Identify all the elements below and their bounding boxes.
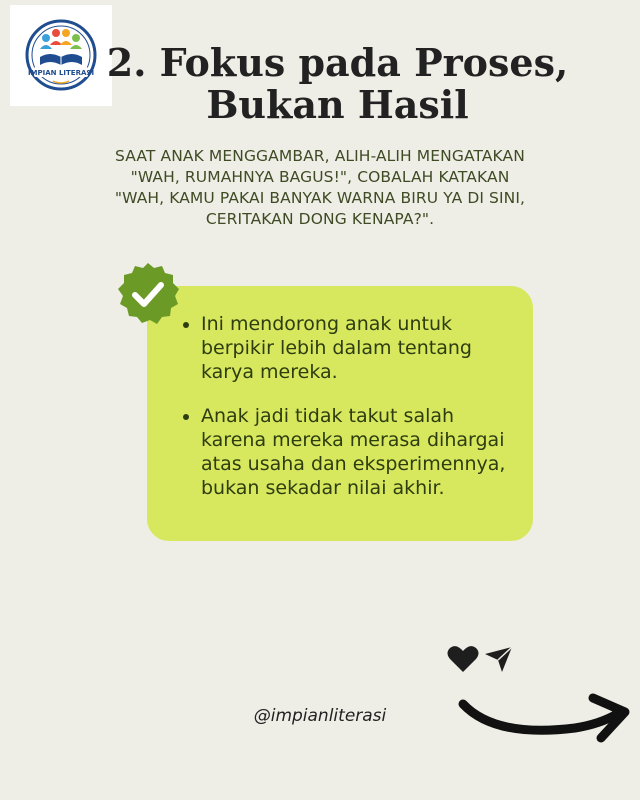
logo bbox=[10, 5, 112, 106]
title-line-2: Bukan Hasil bbox=[206, 82, 469, 127]
heart-icon[interactable] bbox=[447, 645, 479, 673]
tip-item: Anak jadi tidak takut salah karena mereka merasa dihargai atas usaha dan eksperimennya, bukan sekadar nilai akhir. bbox=[181, 404, 511, 500]
arrow-right-icon[interactable] bbox=[455, 690, 635, 760]
logo-text: IMPIAN LITERASI bbox=[27, 69, 95, 77]
page-title bbox=[100, 42, 575, 126]
tips-card bbox=[147, 286, 533, 541]
logo-emblem bbox=[10, 5, 112, 106]
social-handle: @impianliterasi bbox=[253, 706, 387, 726]
send-icon[interactable] bbox=[484, 645, 514, 673]
title-line-1: 2. Fokus pada Proses, bbox=[106, 40, 569, 85]
tip-item: Ini mendorong anak untuk berpikir lebih dalam tentang karya mereka. bbox=[181, 312, 511, 384]
tips-list bbox=[181, 312, 511, 520]
check-badge-icon bbox=[115, 261, 181, 331]
subtitle: SAAT ANAK MENGGAMBAR, ALIH-ALIH MENGATAKAN "WAH, RUMAHNYA BAGUS!", COBALAH KATAKAN "WAH, KAMU PAKAI BANYAK WARNA BIRU YA DI SINI, CERITAKAN DONG KENAPA?". bbox=[114, 147, 526, 228]
